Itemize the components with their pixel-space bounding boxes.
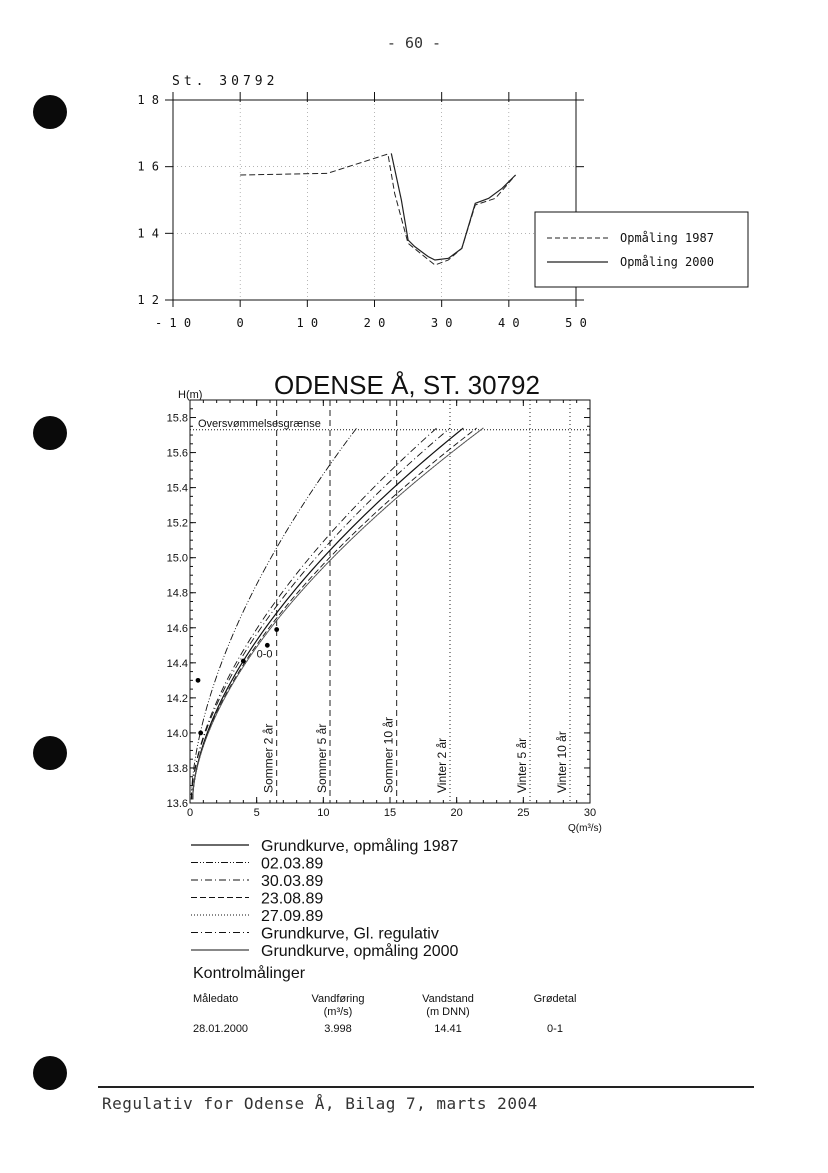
chart-2-y-tick-label: 14.0 — [166, 727, 188, 740]
header-stage-unit: (m DNN) — [426, 1006, 470, 1018]
chart-1-x-tick-label: 0 — [236, 316, 244, 330]
legend-1987-label: Opmåling 1987 — [620, 231, 714, 245]
chart-2-y-tick-label: 14.4 — [166, 657, 188, 670]
chart-2-y-axis-label: H(m) — [178, 389, 203, 401]
chart-2-y-tick-label: 14.8 — [166, 587, 188, 600]
chart-2-y-tick-label: 15.6 — [166, 447, 188, 460]
header-discharge: Vandføring — [311, 993, 365, 1005]
chart-2-y-tick-label: 13.6 — [166, 798, 188, 810]
chart-2-x-tick-label: 0 — [186, 807, 194, 819]
measurement-point — [265, 643, 270, 648]
chart-1-x-tick-label: 5 0 — [565, 316, 587, 330]
rating-curve-legend — [185, 835, 505, 965]
control-title: Kontrolmålinger — [193, 965, 306, 982]
punch-hole-4 — [33, 1056, 67, 1090]
control-measurements — [193, 965, 613, 1039]
legend-label-6: Grundkurve, Gl. regulativ — [261, 925, 439, 943]
chart-2-y-tick-label: 15.0 — [166, 552, 188, 565]
chart-1-y-ticks — [137, 93, 159, 307]
chart-1-y-tick-label: 1 6 — [137, 159, 159, 174]
return-period-label-3: Sommer 10 år — [381, 716, 396, 793]
header-weed: Grødetal — [533, 993, 577, 1005]
legend-label-7: Grundkurve, opmåling 2000 — [261, 943, 459, 960]
chart-2-x-tick-label: 20 — [450, 807, 463, 819]
chart-1-x-tick-label: 4 0 — [497, 316, 520, 330]
header-discharge-unit: (m³/s) — [323, 1006, 353, 1018]
chart-2-y-tick-label: 14.6 — [166, 622, 188, 635]
chart-1-x-tick-label: 1 0 — [296, 316, 319, 330]
chart-1-y-tick-label: 1 2 — [137, 293, 159, 307]
chart-1-x-tick-label: 2 0 — [363, 316, 386, 330]
legend-label-4: 23.08.89 — [261, 890, 324, 908]
legend-2000-label: Opmåling 2000 — [620, 255, 714, 269]
return-period-label-2: Sommer 5 år — [315, 723, 329, 793]
legend-label-1: Grundkurve, opmåling 1987 — [261, 838, 459, 855]
chart-2-y-tick-label: 15.8 — [166, 412, 188, 425]
measurement-point — [274, 627, 279, 632]
legend-label-3: 30.03.89 — [261, 873, 324, 890]
footer-text: Regulativ for Odense Å, Bilag 7, marts 2004 — [102, 1094, 538, 1113]
chart-2-x-tick-label: 30 — [583, 807, 597, 819]
chart-1-series-1987 — [240, 154, 515, 265]
chart-1-grid — [165, 92, 584, 307]
chart-1-y-tick-label: 1 8 — [137, 93, 159, 107]
cell-stage: 14.41 — [434, 1023, 462, 1035]
header-stage: Vandstand — [422, 993, 474, 1005]
chart-2-points — [196, 627, 279, 735]
chart-2-y-tick-label: 15.2 — [166, 517, 188, 530]
chart-2-x-tick-label: 25 — [517, 807, 530, 819]
return-period-label-6: Vinter 10 år — [555, 731, 569, 793]
chart-2-y-tick-label: 13.8 — [166, 762, 188, 775]
measurement-point — [196, 678, 201, 683]
cell-weed: 0-1 — [547, 1023, 563, 1035]
cell-discharge: 3.998 — [324, 1023, 352, 1035]
cross-section-chart — [120, 68, 760, 338]
rating-curve-chart — [130, 360, 630, 834]
chart-1-x-ticks — [155, 316, 587, 330]
chart-2-x-tick-label: 10 — [317, 807, 330, 819]
chart-2-return-period-lines — [262, 400, 570, 803]
chart-1-title: St. 30792 — [172, 74, 279, 89]
punch-hole-1 — [33, 95, 67, 129]
cell-date: 28.01.2000 — [193, 1023, 249, 1035]
page-number: - 60 - — [386, 34, 442, 52]
punch-hole-3 — [33, 736, 67, 770]
measurement-point — [241, 659, 246, 664]
chart-1-series-2000 — [391, 153, 515, 260]
table-row — [193, 1023, 613, 1039]
punch-hole-2 — [33, 416, 67, 450]
legend-label-2: 02.03.89 — [261, 855, 324, 873]
return-period-label-4: Vinter 2 år — [435, 737, 449, 793]
chart-1-legend — [535, 212, 748, 287]
point-label: 0-0 — [256, 648, 273, 661]
header-date: Måledato — [193, 993, 239, 1005]
legend-label-5: 27.09.89 — [261, 908, 324, 925]
chart-2-x-axis-label: Q(m³/s) — [568, 823, 602, 834]
chart-2-x-tick-label: 15 — [383, 807, 397, 819]
rating-curve-6 — [191, 428, 436, 799]
chart-1-x-tick-label: 3 0 — [430, 316, 453, 330]
chart-1-x-tick-label: - 1 0 — [154, 316, 192, 330]
measurement-point — [198, 731, 203, 736]
chart-2-title: ODENSE Å, ST. 30792 — [274, 370, 540, 400]
control-header-row — [193, 993, 613, 1019]
chart-1-y-tick-label: 1 4 — [137, 226, 159, 241]
chart-2-x-tick-label: 5 — [253, 807, 260, 819]
chart-2-y-tick-label: 15.4 — [166, 482, 188, 495]
flood-limit-label: Oversvømmelsesgrænse — [198, 417, 321, 430]
chart-2-y-tick-label: 14.2 — [166, 692, 188, 705]
return-period-label-5: Vinter 5 år — [515, 737, 529, 793]
chart-1-series — [240, 153, 515, 265]
footer-rule — [98, 1086, 754, 1088]
return-period-label-1: Sommer 2 år — [261, 723, 276, 793]
